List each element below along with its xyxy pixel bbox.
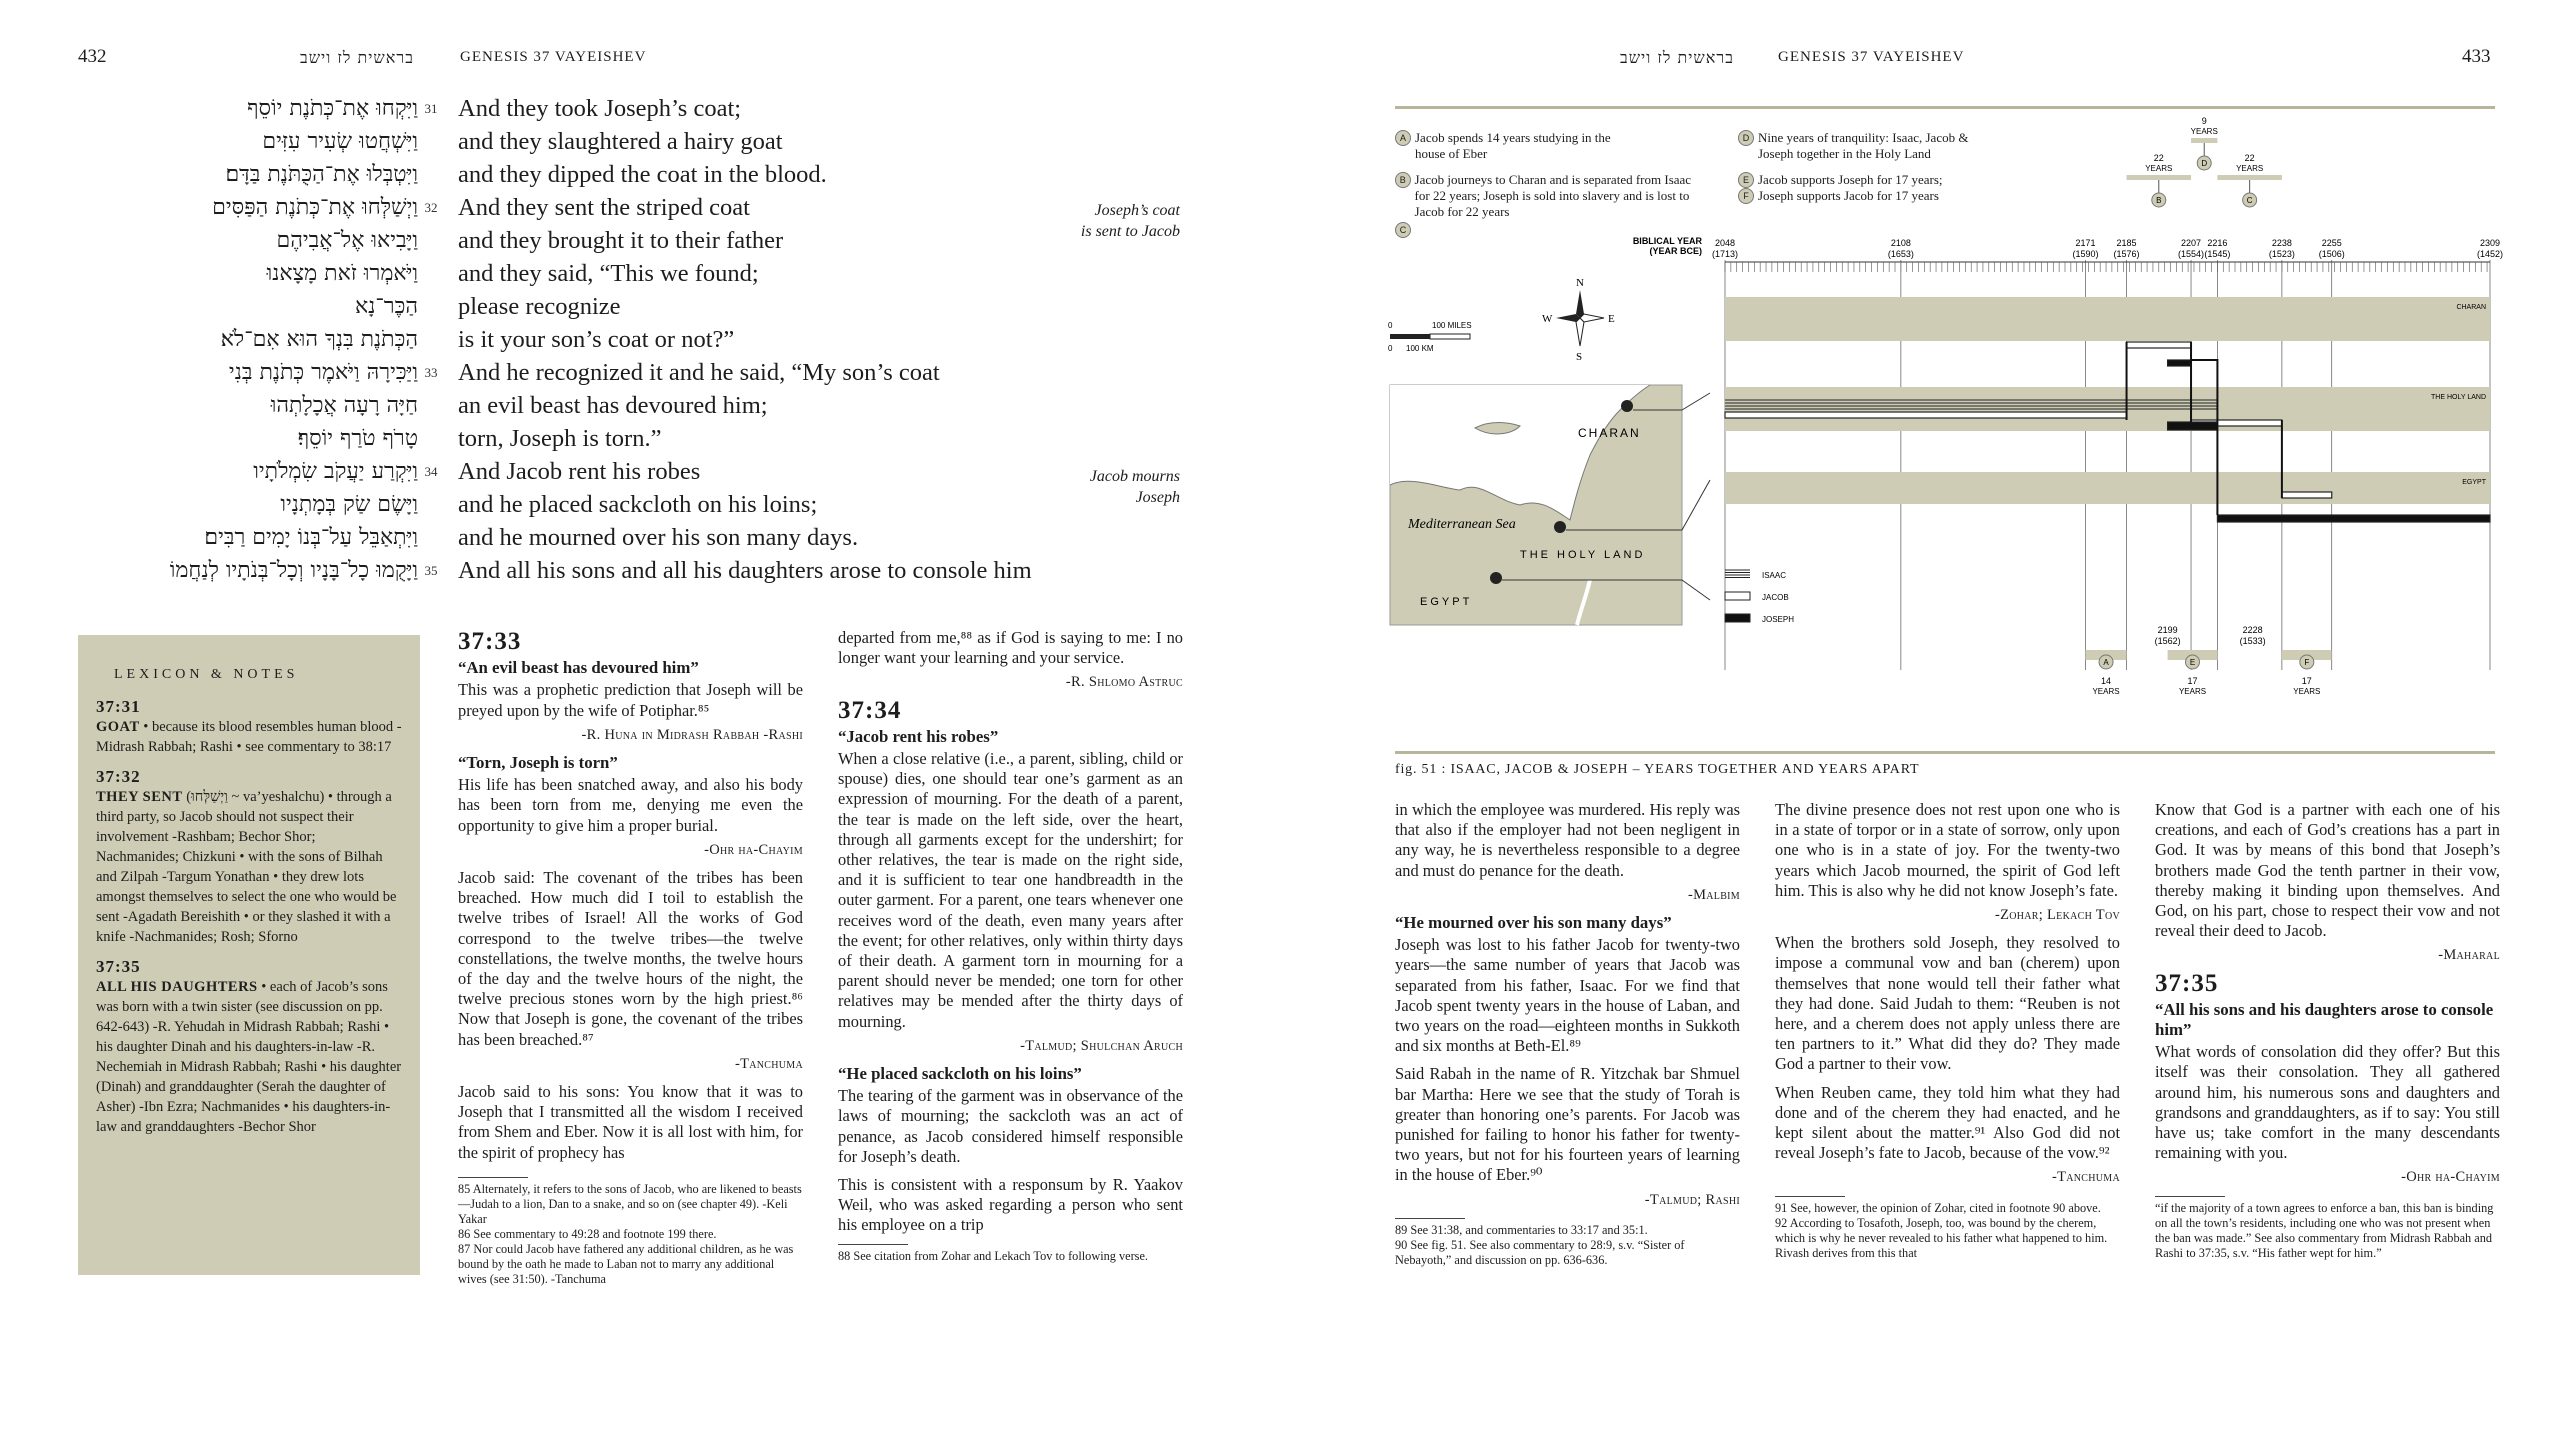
sidenote-line: Joseph — [1135, 489, 1180, 506]
bracket-bar — [2191, 138, 2217, 143]
verse-line — [0, 257, 1300, 290]
legend-marker-c: C — [1395, 222, 1411, 238]
verse-english: And they took Joseph’s coat; — [458, 95, 742, 122]
tick-label-bce: (1554) — [2178, 249, 2205, 259]
tick-label-year: 2108 — [1890, 238, 1911, 248]
paragraph: The tearing of the garment was in observance of the laws of mourning; the sackcloth was an act of penance, as Jacob considered himself responsible for Joseph’s death. — [838, 1086, 1183, 1166]
tick-label-bce: (1452) — [2476, 249, 2504, 259]
footnote-rule — [1395, 1218, 1465, 1219]
verse-english: And all his sons and all his daughters arose to console him — [458, 557, 1032, 584]
series-joseph — [2168, 360, 2191, 366]
lexicon-notes-box — [78, 635, 420, 1275]
footnote-rule — [2155, 1196, 2225, 1197]
commentary-column-r1 — [1395, 800, 1740, 1268]
lexicon-title: LEXICON & NOTES — [114, 667, 299, 682]
commentary-column-1 — [458, 628, 803, 1287]
compass-icon — [1542, 277, 1615, 363]
legend-right — [1738, 130, 2038, 204]
sidenote-line: Joseph’s coat — [1094, 202, 1180, 219]
band-label: EGYPT — [2462, 479, 2486, 486]
verse-hebrew: וַיִּטְבְּלוּ אֶת־הַכֻּתֹּנֶת בַּדָּם׃ — [225, 162, 418, 187]
commentary-column-r2 — [1775, 800, 2120, 1261]
axis-label: BIBLICAL YEAR — [1632, 236, 1702, 246]
tick-label-bce: (1713) — [1711, 249, 1739, 259]
tick-label-bce: (1533) — [2239, 636, 2266, 646]
tick-label-year: 2207 — [2181, 238, 2202, 248]
bottom-unit: YEARS — [2092, 687, 2120, 696]
verse-hebrew: וַיִּתְאַבֵּל עַל־בְּנוֹ יָמִים רַבִּים׃ — [204, 525, 418, 550]
paragraph: His life has been snatched away, and also his body has been torn from me, denying me even the opportunity to give him a proper burial. — [458, 775, 803, 835]
footnote: 91 See, however, the opinion of Zohar, cited in footnote 90 above. — [1775, 1200, 2101, 1215]
verse-line — [0, 92, 1300, 125]
figure-bottom-rule — [1395, 751, 2495, 754]
source: -Ohr ha-Chayim — [2401, 1169, 2500, 1186]
series-joseph — [2217, 515, 2490, 522]
key-label: ISAAC — [1762, 571, 1787, 580]
band-label: THE HOLY LAND — [2431, 394, 2486, 401]
paragraph: departed from me,⁸⁸ as if God is saying to me: I no longer want your learning and your service. — [838, 628, 1183, 668]
quote-heading: “He mourned over his son many days” — [1395, 913, 1672, 933]
quote-heading: “Jacob rent his robes” — [838, 726, 999, 746]
bracket-letter: B — [2156, 196, 2162, 205]
scale-zero: 0 — [1388, 321, 1393, 330]
verse-heading: 37:34 — [838, 696, 902, 724]
lexicon-entry-goat — [96, 717, 402, 757]
compass-s: S — [1576, 351, 1583, 363]
paragraph: This is consistent with a responsum by R. Yaakov Weil, who was asked regarding a person who sent his employee on a trip — [838, 1175, 1183, 1235]
running-head-english-right: GENESIS 37 VAYEISHEV — [1778, 49, 1965, 65]
bracket-bar — [2217, 175, 2281, 180]
footnote: 86 See commentary to 49:28 and footnote 199 there. — [458, 1226, 717, 1241]
verse-line — [0, 125, 1300, 158]
verse-hebrew: וַיִּשְׁחֲטוּ שְׂעִיר עִזִּים — [262, 129, 418, 154]
verse-english: And they sent the striped coat — [458, 194, 750, 221]
key-label: JOSEPH — [1762, 615, 1795, 624]
tick-label-bce: (1545) — [2204, 249, 2231, 259]
verse-number: 32 — [424, 200, 438, 215]
commentary-column-2 — [838, 628, 1183, 1264]
source: -R. Shlomo Astruc — [1065, 674, 1183, 691]
bracket-value: 22 — [2244, 153, 2255, 163]
verse-english: And Jacob rent his robes — [458, 458, 701, 485]
verse-heading: 37:35 — [2155, 969, 2219, 997]
sidenote-coat-sent — [1030, 200, 1180, 242]
verse-number: 34 — [424, 464, 438, 479]
verse-hebrew: טָרֹף טֹרַף יוֹסֵף׃ — [297, 426, 418, 451]
footnote: 90 See fig. 51. See also commentary to 28:9, s.v. “Sister of Nebayoth,” and discussion on pp. 636-636. — [1395, 1237, 1685, 1267]
scale-zero-km: 0 — [1388, 344, 1393, 353]
footnote: 92 According to Tosafoth, Joseph, too, was bound by the cherem, which is why he never revealed to his father what happened to him. Rivash derives from this that — [1775, 1215, 2108, 1260]
verse-number: 31 — [424, 101, 438, 116]
verse-english: please recognize — [458, 293, 621, 320]
paragraph: The divine presence does not rest upon one who is in a state of torpor or in a state of sorrow, only upon one who is in a state of joy. For the twenty-two years which Jacob mourned, the spirit of God left him. This is also why he did not know Joseph’s fate. — [1775, 800, 2120, 900]
source: -Talmud; Rashi — [1644, 1191, 1740, 1208]
verse-line — [0, 422, 1300, 455]
sidenote-jacob-mourns — [1030, 466, 1180, 508]
quote-heading: “He placed sackcloth on his loins” — [838, 1064, 1082, 1084]
bottom-value: 17 — [2301, 676, 2312, 686]
verse-english: and he mourned over his son many days. — [458, 524, 859, 551]
verse-number: 35 — [424, 563, 438, 578]
page-number-left: 432 — [78, 46, 107, 67]
legend-text: Jacob supports Joseph for 17 years; — [1758, 172, 1943, 187]
compass-w: W — [1542, 313, 1553, 325]
footnote-rule — [838, 1244, 908, 1245]
verse-english: and he placed sackcloth on his loins; — [458, 491, 818, 518]
verse-english: an evil beast has devoured him; — [458, 392, 768, 419]
verse-hebrew: וַיָּקֻמוּ כָל־בָּנָיו וְכָל־בְּנֹתָיו לְנַחֲמוֹ — [169, 558, 418, 583]
tick-label-bce: (1562) — [2154, 636, 2181, 646]
tick-label-year: 2185 — [2116, 238, 2137, 248]
legend-marker-d: D — [1738, 130, 1754, 146]
footnote: 87 Nor could Jacob have fathered any additional children, as he was bound by the oath he made to Laban not to marry any additional wives (see 31:50). -Tanchuma — [458, 1241, 794, 1286]
bottom-unit: YEARS — [2178, 687, 2207, 696]
paragraph: Said Rabah in the name of R. Yitzchak bar Shmuel bar Martha: Here we see that the study of Torah is greater than honoring one’s parents. For Jacob was punished for failing to honor his father for twenty-two years, but not for his fourteen years of learning in the house of Eber.⁹⁰ — [1395, 1064, 1740, 1185]
legend-text: Jacob journeys to Charan and is separated from Isaac for 22 years; Joseph is sold into slavery and is lost to Jacob for 22 years — [1414, 172, 1692, 219]
series-jacob — [2282, 492, 2332, 498]
bottom-value: 17 — [2187, 676, 2198, 686]
verse-line — [0, 356, 1300, 389]
paragraph: When Reuben came, they told him what they had done and of the cherem they had enacted, and he kept silent about the matter.⁹¹ Also God did not reveal Joseph’s fate to Jacob, because of the vow.⁹² — [1775, 1082, 2120, 1163]
figure-top-rule — [1395, 106, 2495, 109]
bracket-value: 9 — [2201, 116, 2207, 126]
verse-hebrew: הַכְּתֹנֶת בִּנְךָ הוּא אִם־לֹא׃ — [220, 327, 418, 352]
tick-label-year: 2255 — [2321, 238, 2342, 248]
legend-marker-e: E — [1738, 172, 1754, 188]
source: -Maharal — [2438, 947, 2500, 964]
map-label-sea: Mediterranean Sea — [1408, 517, 1516, 532]
bottom-letter: E — [2189, 658, 2196, 667]
legend-marker-a: A — [1395, 130, 1411, 146]
paragraph: Jacob said: The covenant of the tribes has been breached. How much did I toil to establish the twelve tribes of Israel! All the works of God correspond to the twelve tribes—the twelve constellations, the twelve months, the twelve hours of the day and the twelve hours of the night, the twelve precious stones worn by the high priest.⁸⁶ Now that Joseph is gone, the covenant of the tribes has been breached.⁸⁷ — [458, 868, 803, 1049]
source: -Tanchuma — [734, 1055, 803, 1072]
footnote: 85 Alternately, it refers to the sons of Jacob, who are likened to beasts—Judah to a lion, Dan to a snake, and so on (see chapter 49). -Keli Yakar — [458, 1181, 802, 1226]
verse-hebrew: חַיָּה רָעָה אֲכָלָתְהוּ — [270, 393, 418, 418]
map-scale — [1388, 321, 1472, 353]
lexicon-entry-daughters — [96, 977, 402, 1137]
verse-line — [0, 554, 1300, 587]
bracket-value: 22 — [2153, 153, 2164, 163]
source: -Talmud; Shulchan Aruch — [1020, 1037, 1183, 1054]
footnote-rule — [1775, 1196, 1845, 1197]
lexicon-keyword: GOAT — [96, 719, 140, 735]
footnote: “if the majority of a town agrees to enforce a ban, this ban is binding on all the town’s residents, including one who was not present when the ban was made.” See also commentary from Midrash Rabbah and Rashi to 37:35, s.v. “His father wept for him.” — [2155, 1200, 2494, 1260]
verse-line — [0, 323, 1300, 356]
scale-miles: 100 MILES — [1432, 321, 1472, 330]
paragraph: This was a prophetic prediction that Joseph will be preyed upon by the wife of Potiphar.⁸⁵ — [458, 680, 803, 720]
lexicon-keyword: THEY SENT — [96, 789, 183, 805]
lexicon-keyword: ALL HIS DAUGHTERS — [96, 979, 258, 995]
footnote: 88 See citation from Zohar and Lekach Tov to following verse. — [838, 1248, 1149, 1263]
tick-label-year: 2228 — [2242, 625, 2263, 635]
map-marker-holy-land — [1554, 521, 1566, 533]
lexicon-text: (וַיְשַׁלְּחוּ ~ va’yeshalchu) • through a third party, so Jacob should not suspect their involvement -Rashbam; Bechor Shor; Nachmanides; Chizkuni • with the sons of Bilhah and Zilpah -Targum Yonathan • they drew lots amongst themselves to select the one who would be sent -Agadath Bereishith • or they slashed it with a knife -Nachmanides; Rosh; Sforno — [96, 789, 397, 945]
lexicon-entry-they-sent — [96, 787, 402, 947]
bracket-letter: D — [2201, 159, 2208, 168]
bracket-unit: YEARS — [2190, 127, 2218, 136]
band-0 — [1725, 297, 2490, 341]
bracket-unit: YEARS — [2145, 164, 2173, 173]
verse-heading: 37:33 — [458, 628, 522, 655]
lexicon-ref: 37:32 — [96, 767, 141, 786]
tick-label-bce: (1523) — [2268, 249, 2295, 259]
lexicon-ref: 37:35 — [96, 957, 141, 976]
paragraph: Know that God is a partner with each one of his creations, and each of God’s creations has a part in God. It was by means of this bond that Joseph’s brothers made God the tenth partner in their vow, thereby making it binding upon themselves. And God, on his part, chose to respect their vow and not reveal their deed to Jacob. — [2155, 800, 2500, 941]
compass-e: E — [1608, 313, 1615, 325]
verse-english: and they brought it to their father — [458, 227, 784, 254]
source: -Tanchuma — [2051, 1169, 2120, 1186]
running-head-hebrew-right: בראשית לז וישב — [1620, 48, 1734, 67]
verse-hebrew: וַיֹּאמְרוּ זֹאת מָצָאנוּ — [266, 261, 418, 286]
bottom-letter: A — [2103, 658, 2109, 667]
tick-label-bce: (1576) — [2113, 249, 2140, 259]
verse-line — [0, 158, 1300, 191]
map-marker-charan — [1621, 400, 1633, 412]
legend-marker-f: F — [1738, 188, 1754, 204]
map-label-holy-land: THE HOLY LAND — [1520, 549, 1646, 561]
quote-heading: “All his sons and his daughters arose to console him” — [2155, 999, 2494, 1040]
tick-label-year: 2171 — [2075, 238, 2096, 248]
band-2 — [1725, 472, 2490, 504]
verse-hebrew: וַיַּכִּירָהּ וַיֹּאמֶר כְּתֹנֶת בְּנִי — [228, 360, 418, 385]
verse-line — [0, 389, 1300, 422]
verse-hebrew: וַיִּקְחוּ אֶת־כְּתֹנֶת יוֹסֵף — [247, 96, 418, 121]
paragraph: in which the employee was murdered. His reply was that also if the employer had not been negligent in any way, he is nevertheless responsible to a degree and must do penance for the death. — [1395, 800, 1740, 880]
lexicon-text: • because its blood resembles human blood -Midrash Rabbah; Rashi • see commentary to 38:17 — [96, 719, 402, 755]
scale-km: 100 KM — [1406, 344, 1434, 353]
lexicon-ref: 37:31 — [96, 697, 141, 716]
verse-hebrew: וַיְשַׁלְּחוּ אֶת־כְּתֹנֶת הַפַּסִּים — [212, 195, 418, 220]
bottom-letter: F — [2304, 658, 2310, 667]
verse-hebrew: הַכֶּר־נָא — [355, 294, 418, 319]
sidenote-line: Jacob mourns — [1089, 468, 1180, 485]
tick-label-year: 2199 — [2157, 625, 2178, 635]
running-head-hebrew-left: בראשית לז וישב — [300, 48, 414, 67]
legend-text: Nine years of tranquility: Isaac, Jacob & Joseph together in the Holy Land — [1758, 130, 1969, 161]
band-label: CHARAN — [2456, 304, 2486, 311]
bottom-value: 14 — [2101, 676, 2112, 686]
tick-label-bce: (1506) — [2318, 249, 2345, 259]
quote-heading: “An evil beast has devoured him” — [458, 658, 699, 678]
paragraph: Jacob said to his sons: You know that it was to Joseph that I transmitted all the wisdom I received from Shem and Eber. Now it is all lost with him, for the spirit of prophecy has — [458, 1082, 803, 1162]
legend-text: Jacob spends 14 years studying in the house of Eber — [1415, 130, 1611, 161]
verse-english: And he recognized it and he said, “My son’s coat — [458, 359, 940, 386]
tick-label-bce: (1653) — [1887, 249, 1914, 259]
verse-english: and they dipped the coat in the blood. — [458, 161, 827, 188]
map-marker-egypt — [1490, 572, 1502, 584]
verse-hebrew: וַיָּשֶׂם שַׂק בְּמָתְנָיו — [280, 492, 418, 517]
lexicon-text: • each of Jacob’s sons was born with a twin sister (see discussion on pp. 642-643) -R. Yehudah in Midrash Rabbah; Rashi • his daughter Dinah and his daughters-in-law -R. Nechemiah in Midrash Rabbah; Rashi • his daughter (Dinah) and granddaughter (Serah the daughter of Asher) -Ibn Ezra; Nachmanides • his daughters-in-law and granddaughters -Bechor Shor — [96, 979, 402, 1135]
legend-text: Joseph supports Jacob for 17 years — [1758, 188, 1939, 203]
map — [1388, 277, 1710, 625]
commentary-column-r3 — [2155, 800, 2500, 1261]
paragraph: When the brothers sold Joseph, they resolved to impose a communal vow and ban (cherem) upon themselves that none would tell their father what they had done. Said Judah to them: “Reuben is not here, and a cherem does not apply unless there are ten partners to it.” What did they do? They made God a partner to their vow. — [1775, 933, 2120, 1074]
map-label-egypt: EGYPT — [1420, 596, 1473, 608]
tick-label-year: 2216 — [2207, 238, 2228, 248]
paragraph: What words of consolation did they offer? But this itself was their consolation. They all gathered around him, his numerous sons and daughters and grandsons and granddaughters, as if to say: You still have us; take comfort in the many descendants remaining with you. — [2155, 1042, 2500, 1163]
verse-english: and they said, “This we found; — [458, 260, 759, 287]
verse-block — [0, 0, 1300, 600]
map-label-charan: CHARAN — [1578, 426, 1641, 440]
running-head-english-left: GENESIS 37 VAYEISHEV — [460, 49, 647, 65]
tick-label-year: 2048 — [1714, 238, 1736, 248]
series-joseph — [2168, 422, 2218, 430]
bracket-unit: YEARS — [2236, 164, 2264, 173]
bottom-unit: YEARS — [2293, 687, 2321, 696]
sidenote-line: is sent to Jacob — [1080, 223, 1180, 240]
key-swatch — [1725, 614, 1750, 622]
series-jacob — [1725, 412, 2127, 418]
bracket-bar — [2127, 175, 2191, 180]
figure-caption: fig. 51 : ISAAC, JACOB & JOSEPH – YEARS TOGETHER AND YEARS APART — [1395, 762, 1920, 777]
page-number-right: 433 — [2462, 46, 2491, 67]
legend-left — [1395, 130, 1695, 235]
source: -Ohr ha-Chayim — [704, 841, 803, 858]
quote-heading: “Torn, Joseph is torn” — [458, 753, 618, 773]
verse-english: is it your son’s coat or not?” — [458, 326, 735, 353]
axis-label: (YEAR BCE) — [1649, 246, 1702, 256]
source: -R. Huna in Midrash Rabbah -Rashi — [581, 726, 803, 743]
tick-label-year: 2309 — [2479, 238, 2501, 248]
source: -Zohar; Lekach Tov — [1994, 907, 2120, 924]
footnote-rule — [458, 1177, 528, 1178]
key-swatch — [1725, 592, 1750, 600]
compass-n: N — [1576, 277, 1584, 289]
legend-marker-b: B — [1395, 172, 1411, 188]
verse-hebrew: וַיָּבִיאוּ אֶל־אֲבִיהֶם — [276, 228, 418, 253]
verse-english: torn, Joseph is torn.” — [458, 425, 662, 452]
tick-label-year: 2238 — [2271, 238, 2292, 248]
verse-number: 33 — [424, 365, 438, 380]
footnote: 89 See 31:38, and commentaries to 33:17 and 35:1. — [1395, 1222, 1648, 1237]
verse-english: and they slaughtered a hairy goat — [458, 128, 783, 155]
tick-label-bce: (1590) — [2072, 249, 2099, 259]
verse-line — [0, 290, 1300, 323]
series-jacob — [2127, 342, 2191, 348]
paragraph: When a close relative (i.e., a parent, sibling, child or spouse) dies, one should tear one’s garment as an expression of mourning. For the death of a parent, the tear is made on the left side, over the heart, through all garments except for the undershirt; for other relatives, the tear is made on the right side, and it is sufficient to tear one handbreadth in the outer garment. For a parent, one tears whenever one receives word of the death, even many years after the event; for other relatives, only within thirty days of their death. A garment torn in mourning for a parent should never be mended; one torn for other relatives may be mended after the thirty days of mourning. — [838, 749, 1183, 1031]
verse-hebrew: וַיִּקְרַע יַעֲקֹב שִׂמְלֹתָיו — [253, 459, 418, 484]
source: -Malbim — [1687, 886, 1740, 903]
paragraph: Joseph was lost to his father Jacob for twenty-two years—the same number of years that Jacob was separated from his father, Isaac. For we find that Jacob spent twenty years in the house of Laban, and two years on the road—eighteen months in Sukkoth and six months at Beth-El.⁸⁹ — [1395, 935, 1740, 1056]
verse-line — [0, 521, 1300, 554]
bracket-letter: C — [2246, 196, 2253, 205]
key-label: JACOB — [1762, 593, 1789, 602]
